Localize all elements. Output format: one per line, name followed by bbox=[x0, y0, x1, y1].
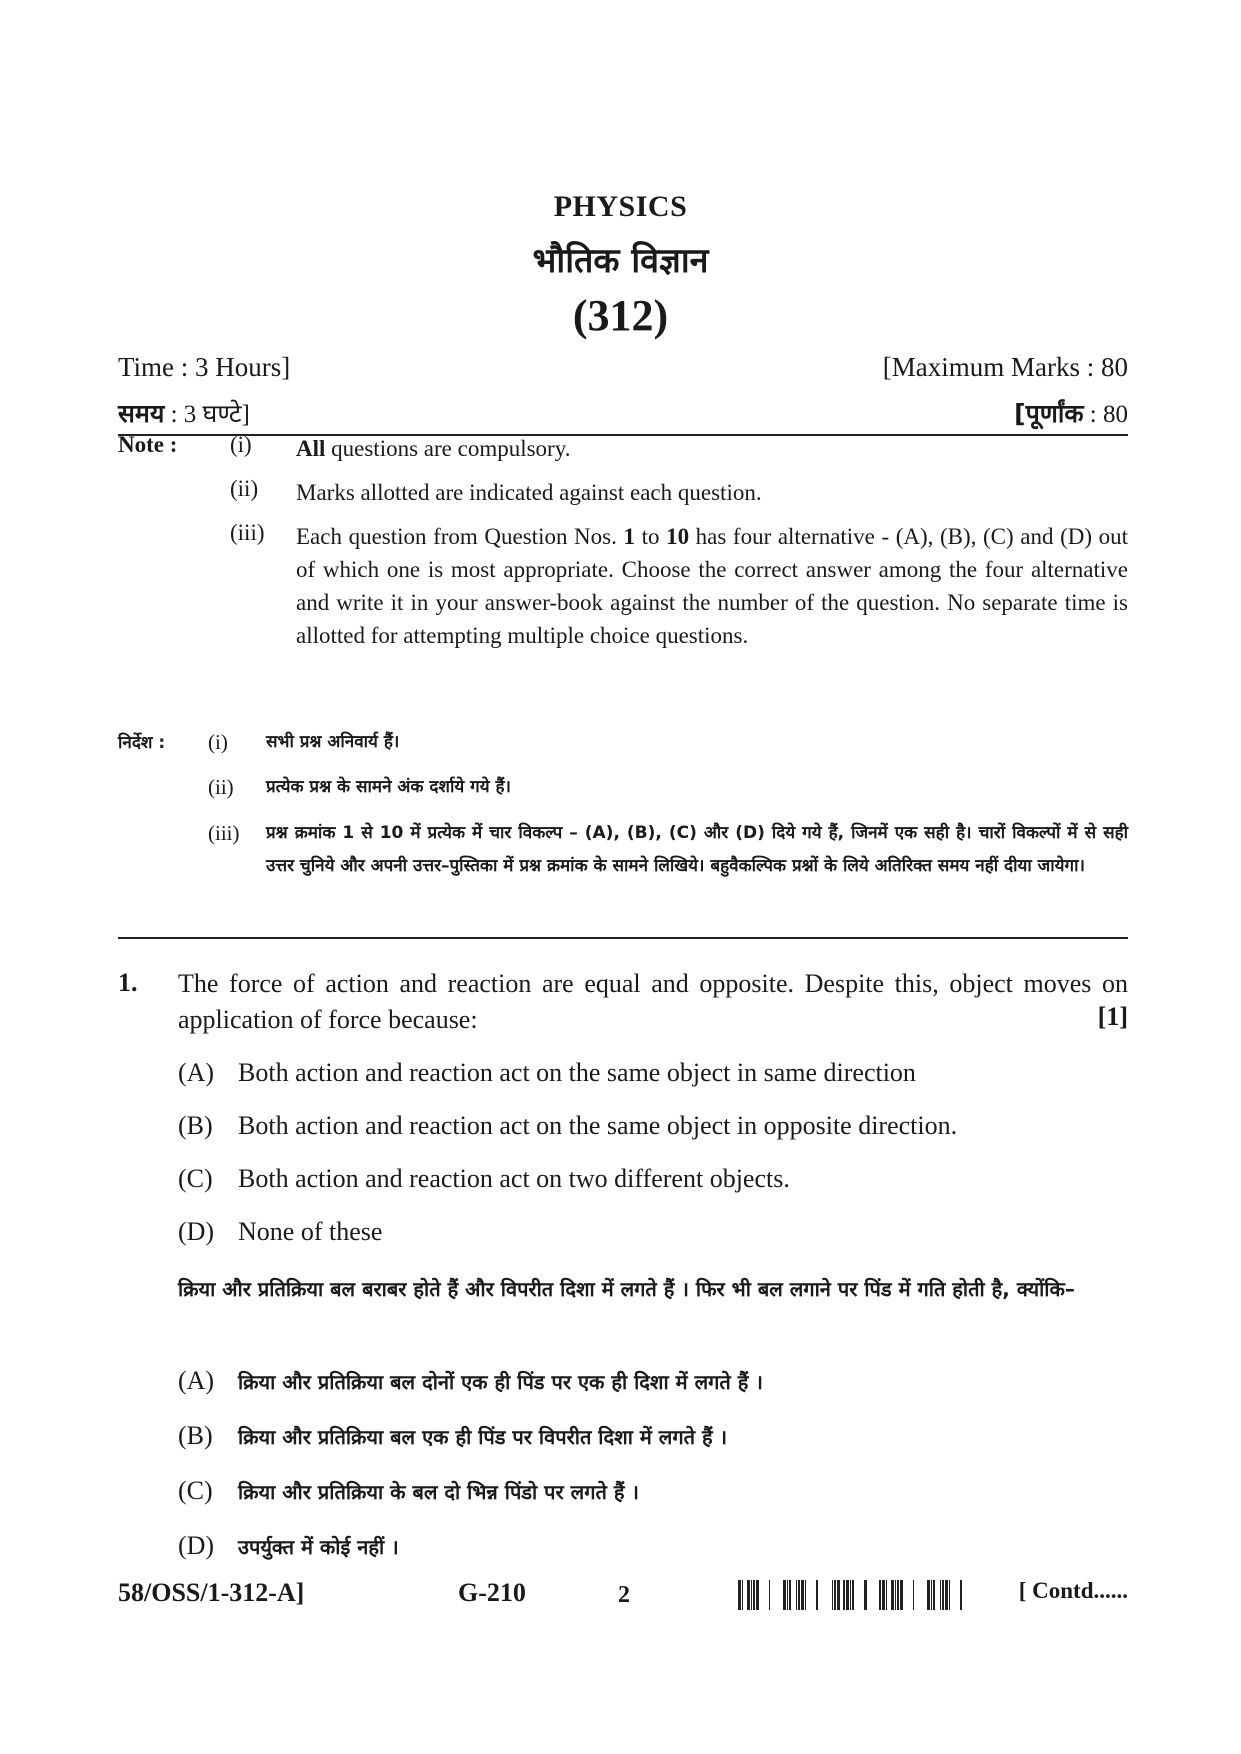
option-letter: (D) bbox=[178, 1531, 215, 1560]
time-english: Time : 3 Hours] bbox=[118, 352, 291, 382]
nirdesh-item: प्रत्येक प्रश्न के सामने अंक दर्शाये गये हैं। bbox=[266, 777, 511, 797]
time-hindi-value: : 3 घण्टे] bbox=[164, 401, 250, 428]
option-text: Both action and reaction act on two different objects. bbox=[238, 1164, 790, 1193]
note-text: to bbox=[634, 524, 667, 549]
question-number: 1. bbox=[118, 968, 138, 997]
max-marks-hindi-label: [पूर्णांक bbox=[1014, 399, 1084, 428]
note-num: (i) bbox=[230, 432, 252, 457]
note-num: (iii) bbox=[230, 520, 265, 545]
nirdesh-item: सभी प्रश्न अनिवार्य हैं। bbox=[266, 732, 400, 752]
nirdesh-num: (i) bbox=[208, 730, 228, 754]
nirdesh-item: प्रश्न क्रमांक 1 से 10 में प्रत्येक में चार विकल्प – (A), (B), (C) और (D) दिये गये हैं, जिनमें एक सही है। चारों विकल्पों में से सही उत्तर चुनिये और अपनी उत्तर–पुस्तिका में प्रश्न क्रमांक के सामने लिखिये। बहुवैकल्पिक प्रश्नों के लिये अतिरिक्त समय नहीं दीया जायेगा। bbox=[266, 823, 1128, 876]
nirdesh-label: निर्देश : bbox=[118, 733, 166, 753]
option-text-hindi: उपर्युक्त में कोई नहीं । bbox=[238, 1535, 399, 1559]
subject-title-english: PHYSICS bbox=[553, 190, 688, 223]
nirdesh-num: (iii) bbox=[208, 821, 240, 845]
note-bold: 10 bbox=[666, 524, 690, 549]
note-item bbox=[296, 520, 1128, 652]
max-marks-english: [Maximum Marks : 80 bbox=[882, 352, 1128, 382]
note-item: Marks allotted are indicated against each question. bbox=[296, 480, 762, 505]
option-letter: (A) bbox=[178, 1058, 215, 1087]
nirdesh-num: (ii) bbox=[208, 775, 234, 799]
subject-title-hindi: भौतिक विज्ञान bbox=[532, 241, 709, 281]
option-text-hindi: क्रिया और प्रतिक्रिया के बल दो भिन्न पिंडो पर लगते हैं । bbox=[238, 1480, 639, 1504]
option-text: None of these bbox=[238, 1217, 383, 1246]
subject-code: (312) bbox=[572, 291, 669, 340]
option-letter: (A) bbox=[178, 1366, 215, 1395]
note-text: Each question from Question Nos. bbox=[296, 524, 624, 549]
question-text-english: The force of action and reaction are equal and opposite. Despite this, object moves on application of force because: bbox=[178, 969, 1128, 1034]
option-letter: (B) bbox=[178, 1421, 213, 1450]
max-marks-hindi-value: : 80 bbox=[1083, 401, 1128, 428]
note-num: (ii) bbox=[230, 476, 259, 501]
option-letter: (C) bbox=[178, 1164, 213, 1193]
question-text-hindi: क्रिया और प्रतिक्रिया बल बराबर होते हैं और विपरीत दिशा में लगते हैं । फिर भी बल लगाने पर पिंड में गति होती है, क्योंकि– bbox=[178, 1277, 1075, 1301]
time-hindi-label: समय bbox=[118, 399, 165, 428]
max-marks-hindi bbox=[1014, 396, 1128, 430]
question-marks: [1] bbox=[1097, 1002, 1128, 1031]
option-text-hindi: क्रिया और प्रतिक्रिया बल दोनों एक ही पिंड पर एक ही दिशा में लगते हैं । bbox=[238, 1370, 763, 1394]
option-letter: (B) bbox=[178, 1111, 213, 1140]
page-number: 2 bbox=[618, 1582, 630, 1608]
time-hindi bbox=[118, 396, 250, 430]
option-text-hindi: क्रिया और प्रतिक्रिया बल एक ही पिंड पर विपरीत दिशा में लगते हैं । bbox=[238, 1425, 728, 1449]
time-marks-row-hindi bbox=[118, 396, 1128, 430]
note-text: has four alternative - (A), (B), (C) and (D) out of which one is most appropriate. Choose the correct answer among the four alternative and write it in your answer-book against the number of the question. No separate time is allotted for attempting multiple choice questions. bbox=[296, 524, 1129, 648]
note-bold: 1 bbox=[623, 524, 635, 549]
barcode-icon bbox=[738, 1580, 962, 1610]
note-label: Note : bbox=[118, 432, 178, 457]
note-text: questions are compulsory. bbox=[325, 436, 571, 461]
option-letter: (D) bbox=[178, 1217, 215, 1246]
time-marks-row-english bbox=[118, 352, 1128, 383]
note-bold: All bbox=[296, 436, 326, 461]
note-item bbox=[296, 432, 1128, 465]
option-letter: (C) bbox=[178, 1476, 213, 1505]
series-code: G-210 bbox=[458, 1578, 526, 1607]
divider-bottom bbox=[118, 937, 1128, 939]
option-text: Both action and reaction act on the same object in same direction bbox=[238, 1058, 916, 1087]
continued-label: [ Contd...... bbox=[1018, 1578, 1128, 1603]
option-text: Both action and reaction act on the same object in opposite direction. bbox=[238, 1111, 958, 1140]
paper-code: 58/OSS/1-312-A] bbox=[118, 1578, 305, 1607]
